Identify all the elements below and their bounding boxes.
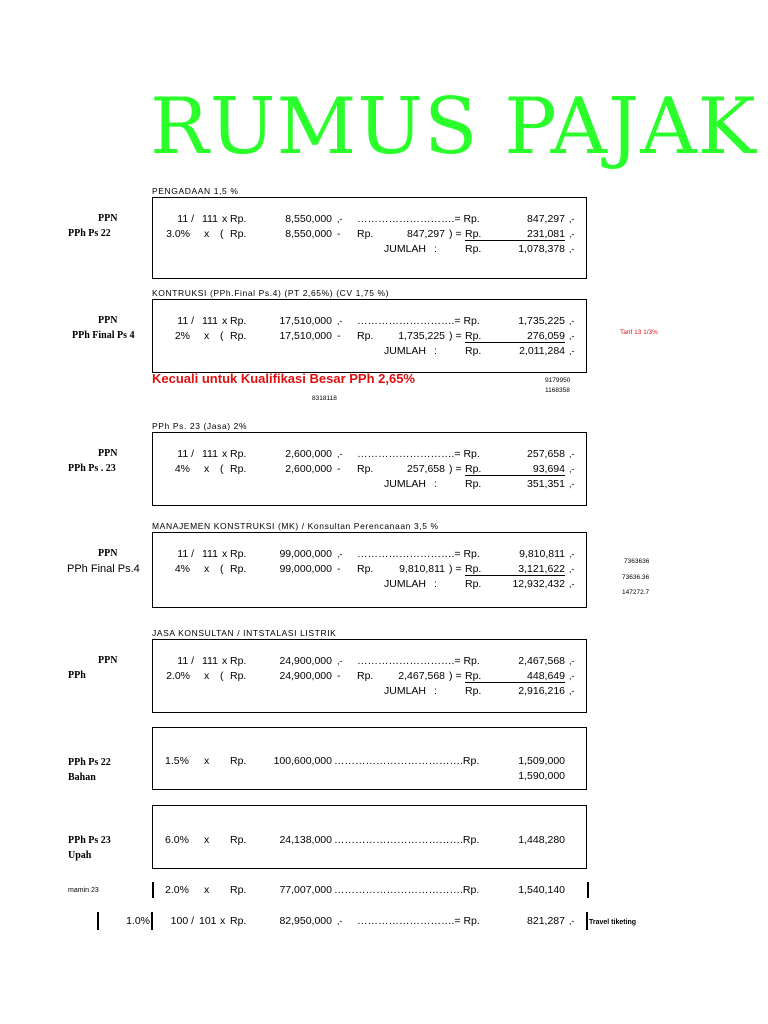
pct-value: 6.0% — [165, 834, 189, 846]
fraction-value: 11 / — [177, 315, 194, 327]
times-sign: x — [220, 915, 226, 927]
suffix: ,- — [569, 229, 575, 239]
pct-value: 4% — [174, 563, 190, 575]
rp-label: Rp. — [357, 330, 374, 342]
rp-label: Rp. — [465, 228, 482, 240]
suffix: ,- — [337, 549, 343, 559]
suffix: ,- — [569, 656, 575, 666]
result-value: 93,694 — [532, 463, 565, 475]
times-sign: x — [204, 463, 210, 475]
pph-label: PPh Final Ps.4 — [67, 563, 140, 575]
times-sign: x — [204, 834, 210, 846]
suffix: ,- — [337, 916, 343, 926]
note-number: 8318118 — [312, 395, 337, 402]
row-label: Upah — [68, 850, 92, 861]
base-value: 111 — [202, 655, 218, 667]
amount-value: 8,550,000 — [285, 228, 332, 240]
amount-value: 100,600,000 — [273, 755, 332, 767]
base-value: 111 — [202, 315, 218, 327]
times-sign: x — [204, 755, 210, 767]
amount-value: 24,900,000 — [279, 655, 332, 667]
ppn-label: PPN — [98, 655, 118, 666]
dots-leader: ……………………….= Rp. — [357, 448, 480, 460]
jumlah-label: JUMLAH — [384, 478, 427, 490]
equals: ) = — [449, 563, 462, 575]
rp-label: Rp. — [465, 578, 482, 590]
base-value: 111 — [202, 448, 218, 460]
paren: ( — [220, 463, 224, 475]
jumlah-label: JUMLAH — [384, 345, 427, 357]
pct-value: 2.0% — [165, 884, 189, 896]
note-number: 9179950 — [545, 377, 571, 384]
suffix: ,- — [569, 549, 575, 559]
total-value: 2,916,216 — [518, 685, 565, 697]
total-value: 351,351 — [527, 478, 565, 490]
rp-label: Rp. — [230, 330, 247, 342]
paren: ( — [220, 330, 224, 342]
rp-label: Rp. — [465, 330, 482, 342]
tarif-note: Tarif 13 1/3% — [620, 329, 658, 336]
row-bar — [97, 912, 99, 930]
amount-value: 8,550,000 — [285, 213, 332, 225]
result-value: 1,509,000 — [518, 755, 565, 767]
result-value: 847,297 — [527, 213, 565, 225]
result-value: 3,121,622 — [518, 563, 565, 575]
ppn-label: PPN — [98, 315, 118, 326]
note-number: 147272.7 — [622, 589, 650, 596]
paren: ( — [220, 563, 224, 575]
paren: ( — [220, 670, 224, 682]
rp-label: Rp. — [465, 670, 482, 682]
ppn-value: 1,735,225 — [398, 330, 445, 342]
fraction-value: 100 / — [170, 915, 194, 927]
pph-label: PPh Final Ps 4 — [72, 330, 135, 341]
amount-value: 17,510,000 — [279, 315, 332, 327]
dots-leader: ……………………………….Rp. — [334, 834, 480, 846]
ppn-value: 257,658 — [407, 463, 445, 475]
pct-value: 2.0% — [166, 670, 190, 682]
equals: ) = — [449, 463, 462, 475]
base-value: 111 — [202, 213, 218, 225]
suffix: ,- — [569, 464, 575, 474]
result-value: 821,287 — [527, 915, 565, 927]
times-sign: x — [204, 884, 210, 896]
equals: ) = — [449, 330, 462, 342]
rp-label: Rp. — [230, 213, 247, 225]
ppn-value: 9,810,811 — [399, 563, 445, 575]
rp-label: Rp. — [230, 563, 247, 575]
times-sign: x — [222, 315, 228, 327]
dots-leader: ……………………….= Rp. — [357, 548, 480, 560]
row-bar — [151, 912, 153, 930]
amount-value: 2,600,000 — [285, 463, 332, 475]
fraction-value: 11 / — [177, 655, 194, 667]
jumlah-label: JUMLAH — [384, 578, 427, 590]
fraction-value: 11 / — [177, 213, 194, 225]
ppn-label: PPN — [98, 448, 118, 459]
section-header: PENGADAAN 1,5 % — [152, 186, 239, 196]
suffix: - — [337, 670, 341, 682]
dots-leader: ……………………….= Rp. — [357, 213, 480, 225]
dots-leader: ……………………….= Rp. — [357, 915, 480, 927]
suffix: ,- — [337, 214, 343, 224]
equals: ) = — [449, 228, 462, 240]
times-sign: x — [204, 330, 210, 342]
ppn-label: PPN — [98, 213, 118, 224]
suffix: ,- — [569, 449, 575, 459]
suffix: ,- — [569, 214, 575, 224]
result-value: 2,467,568 — [518, 655, 565, 667]
dots-leader: ……………………………….Rp. — [334, 884, 480, 896]
colon: : — [434, 478, 437, 490]
result-value: 1,735,225 — [518, 315, 565, 327]
pph-label: PPh Ps . 23 — [68, 463, 116, 474]
colon: : — [434, 345, 437, 357]
rp-label: Rp. — [230, 448, 247, 460]
suffix: ,- — [569, 479, 575, 489]
fraction-value: 11 / — [177, 448, 194, 460]
rp-label: Rp. — [230, 755, 247, 767]
note-number: 73636.36 — [622, 574, 650, 581]
row-bar — [152, 882, 154, 898]
paren: ( — [220, 228, 224, 240]
colon: : — [434, 243, 437, 255]
suffix: ,- — [337, 316, 343, 326]
suffix: ,- — [337, 449, 343, 459]
amount-value: 2,600,000 — [285, 448, 332, 460]
rp-label: Rp. — [465, 478, 482, 490]
result-value: 276,059 — [527, 330, 565, 342]
fraction-value: 11 / — [177, 548, 194, 560]
times-sign: x — [222, 655, 228, 667]
rp-label: Rp. — [230, 315, 247, 327]
pct-value: 1.0% — [126, 915, 150, 927]
base-value: 111 — [202, 548, 218, 560]
amount-value: 77,007,000 — [279, 884, 332, 896]
base-value: 101 — [199, 915, 217, 927]
travel-note: Travel tiketing — [589, 919, 637, 926]
result-value: 1,540,140 — [518, 884, 565, 896]
suffix: - — [337, 330, 341, 342]
ppn-value: 2,467,568 — [398, 670, 445, 682]
row-label: mamin 23 — [68, 887, 99, 894]
amount-value: 24,900,000 — [279, 670, 332, 682]
row-bar — [586, 912, 588, 930]
times-sign: x — [204, 563, 210, 575]
equals: ) = — [449, 670, 462, 682]
rp-label: Rp. — [230, 655, 247, 667]
kecuali-note: Kecuali untuk Kualifikasi Besar PPh 2,65% — [152, 371, 415, 386]
pct-value: 1.5% — [165, 755, 189, 767]
result-value: 1,448,280 — [518, 834, 565, 846]
section-header: JASA KONSULTAN / INTSTALASI LISTRIK — [152, 628, 337, 638]
ppn-label: PPN — [98, 548, 118, 559]
suffix: - — [337, 563, 341, 575]
result-value: 231,081 — [527, 228, 565, 240]
suffix: ,- — [569, 916, 575, 926]
pct-value: 4% — [174, 463, 190, 475]
rp-label: Rp. — [465, 243, 482, 255]
section-header: KONTRUKSI (PPh.Final Ps.4) (PT 2,65%) (CV 1,75 %) — [152, 288, 390, 298]
rp-label: Rp. — [230, 548, 247, 560]
dots-leader: ……………………………….Rp. — [334, 755, 480, 767]
rp-label: Rp. — [230, 884, 247, 896]
suffix: - — [337, 463, 341, 475]
jumlah-label: JUMLAH — [384, 685, 427, 697]
section-header: MANAJEMEN KONSTRUKSI (MK) / Konsultan Perencanaan 3,5 % — [152, 521, 439, 531]
rp-label: Rp. — [357, 670, 374, 682]
pph-label: PPh — [68, 670, 86, 681]
note-number: 1168358 — [545, 387, 570, 394]
pph-label: PPh Ps 22 — [68, 228, 111, 239]
suffix: ,- — [569, 579, 575, 589]
times-sign: x — [204, 670, 210, 682]
dots-leader: ……………………….= Rp. — [357, 655, 480, 667]
suffix: - — [337, 228, 341, 240]
suffix: ,- — [337, 656, 343, 666]
result-value: 257,658 — [527, 448, 565, 460]
section-header: PPh Ps. 23 (Jasa) 2% — [152, 421, 248, 431]
result-value: 1,590,000 — [518, 770, 565, 782]
suffix: ,- — [569, 686, 575, 696]
rp-label: Rp. — [357, 563, 374, 575]
rp-label: Rp. — [230, 228, 247, 240]
times-sign: x — [222, 548, 228, 560]
total-value: 2,011,284 — [519, 345, 565, 357]
page-title: RUMUS PAJAK — [150, 82, 757, 172]
suffix: ,- — [569, 671, 575, 681]
amount-value: 99,000,000 — [279, 563, 332, 575]
rp-label: Rp. — [230, 834, 247, 846]
row-label: Bahan — [68, 772, 96, 783]
rp-label: Rp. — [230, 670, 247, 682]
dots-leader: ……………………….= Rp. — [357, 315, 480, 327]
rp-label: Rp. — [465, 463, 482, 475]
total-value: 1,078,378 — [518, 243, 565, 255]
times-sign: x — [204, 228, 210, 240]
rp-label: Rp. — [465, 685, 482, 697]
suffix: ,- — [569, 564, 575, 574]
rp-label: Rp. — [465, 345, 482, 357]
jumlah-label: JUMLAH — [384, 243, 427, 255]
times-sign: x — [222, 213, 228, 225]
pct-value: 3.0% — [166, 228, 190, 240]
result-value: 448,649 — [527, 670, 565, 682]
row-label: PPh Ps 22 — [68, 757, 111, 768]
colon: : — [434, 578, 437, 590]
colon: : — [434, 685, 437, 697]
rp-label: Rp. — [465, 563, 482, 575]
row-bar — [587, 882, 589, 898]
pct-value: 2% — [174, 330, 190, 342]
times-sign: x — [222, 448, 228, 460]
amount-value: 24,138,000 — [279, 834, 332, 846]
ppn-value: 847,297 — [407, 228, 445, 240]
suffix: ,- — [569, 346, 575, 356]
amount-value: 82,950,000 — [279, 915, 332, 927]
amount-value: 99,000,000 — [279, 548, 332, 560]
rp-label: Rp. — [230, 463, 247, 475]
note-number: 7363636 — [624, 558, 650, 565]
rp-label: Rp. — [230, 915, 247, 927]
total-value: 12,932,432 — [512, 578, 565, 590]
suffix: ,- — [569, 316, 575, 326]
suffix: ,- — [569, 244, 575, 254]
rp-label: Rp. — [357, 228, 374, 240]
suffix: ,- — [569, 331, 575, 341]
amount-value: 17,510,000 — [279, 330, 332, 342]
result-value: 9,810,811 — [519, 548, 565, 560]
rp-label: Rp. — [357, 463, 374, 475]
row-label: PPh Ps 23 — [68, 835, 111, 846]
